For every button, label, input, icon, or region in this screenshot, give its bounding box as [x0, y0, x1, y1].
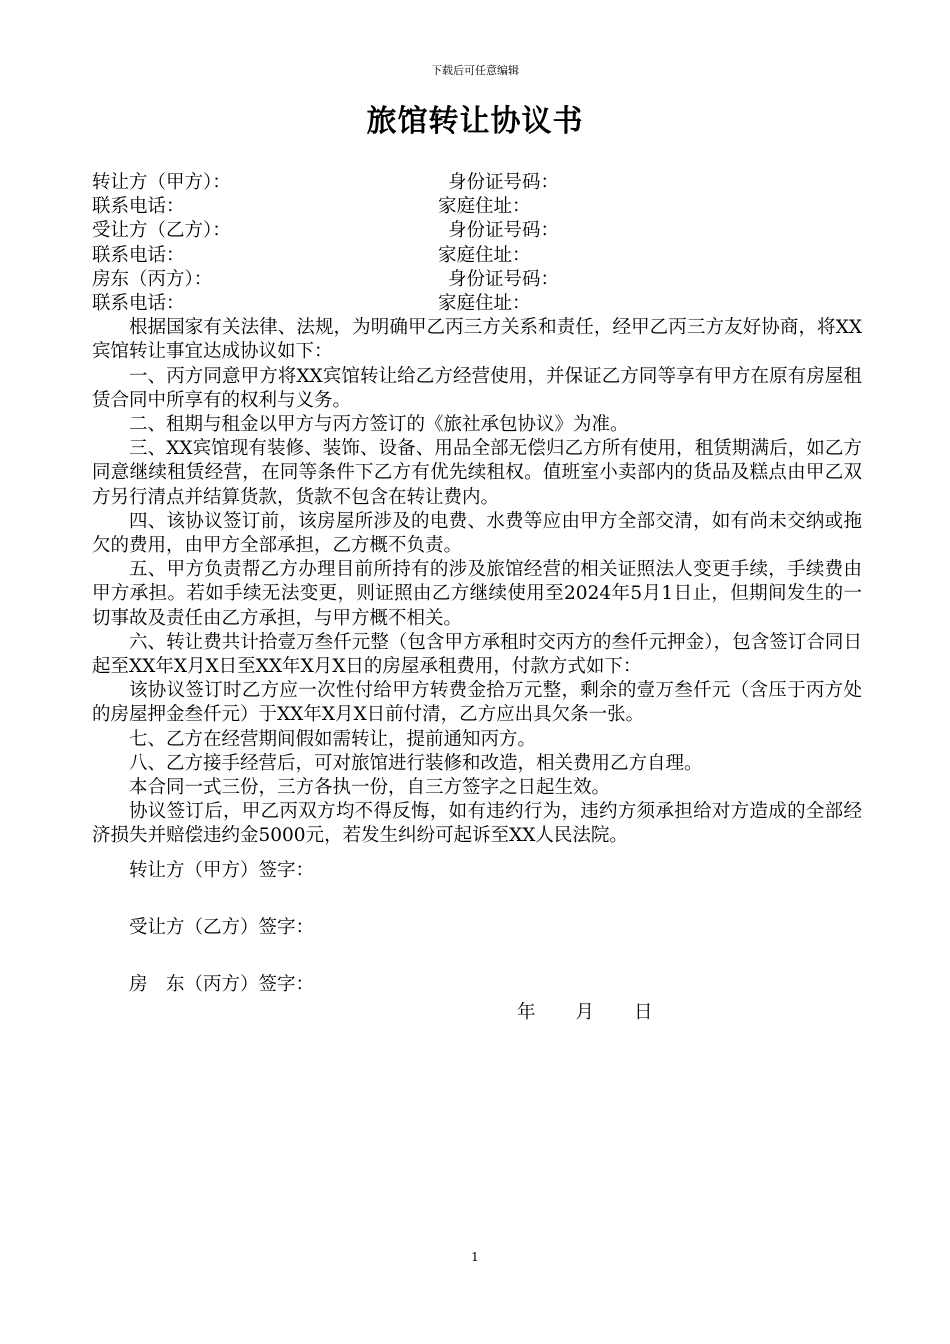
header-note: 下载后可任意编辑: [431, 64, 519, 77]
clause-5: 五、甲方负责帮乙方办理目前所持有的涉及旅馆经营的相关证照法人变更手续，手续费由甲方承担。若如手续无法变更，则证照由乙方继续使用至2024年5月1日止，但期间发生的一切事故及责任由乙方承担，与甲方概不相关。: [92, 559, 862, 629]
party-c-phone-label: 联系电话：: [92, 292, 185, 314]
clause-2: 二、租期与租金以甲方与丙方签订的《旅社承包协议》为准。: [129, 413, 629, 435]
party-b-id-label: 身份证号码：: [448, 220, 560, 242]
page-number: 1: [471, 1250, 479, 1264]
party-b-line: [92, 219, 862, 243]
parties-block: [92, 171, 862, 316]
party-b-address-label: 家庭住址：: [438, 244, 531, 266]
clause-7: 七、乙方在经营期间假如需转让，提前通知丙方。: [129, 728, 537, 750]
party-a-phone-label: 联系电话：: [92, 196, 185, 218]
preamble-paragraph: 根据国家有关法律、法规，为明确甲乙丙三方关系和责任，经甲乙丙三方友好协商，将XX宾馆转让事宜达成协议如下：: [92, 317, 862, 363]
breach-paragraph: 协议签订后，甲乙丙双方均不得反悔，如有违约行为，违约方须承担给对方造成的全部经济损失并赔偿违约金5000元，若发生纠纷可起诉至XX人民法院。: [92, 801, 862, 847]
party-c-id-label: 身份证号码：: [448, 268, 560, 290]
party-c-line: [92, 268, 862, 292]
document-title: 旅馆转让协议书: [366, 104, 584, 139]
party-a-line: [92, 171, 862, 195]
party-b-phone-label: 联系电话：: [92, 244, 185, 266]
party-a-contact-line: [92, 195, 862, 219]
payment-paragraph: 该协议签订时乙方应一次性付给甲方转费金拾万元整，剩余的壹万叁仟元（含压于丙方处的房屋押金叁仟元）于XX年X月X日前付清，乙方应出具欠条一张。: [92, 680, 862, 726]
signature-block: [92, 857, 862, 1028]
clause-3: 三、XX宾馆现有装修、装饰、设备、用品全部无偿归乙方所有使用，租赁期满后，如乙方同意继续租赁经营，在同等条件下乙方有优先续租权。值班室小卖部内的货品及糕点由甲乙双方另行清点并结算货款，货款不包含在转让费内。: [92, 438, 862, 508]
party-b-contact-line: [92, 244, 862, 268]
party-b-label: 受让方（乙方）：: [92, 220, 231, 242]
document-body: [92, 171, 862, 1028]
clauses-block: [92, 316, 862, 848]
clause-1: 一、丙方同意甲方将XX宾馆转让给乙方经营使用，并保证乙方同等享有甲方在原有房屋租赁合同中所享有的权利与义务。: [92, 365, 862, 411]
clause-8: 八、乙方接手经营后，可对旅馆进行装修和改造，相关费用乙方自理。: [129, 752, 703, 774]
party-c-label: 房东（丙方）：: [92, 268, 213, 290]
clause-6: 六、转让费共计拾壹万叁仟元整（包含甲方承租时交丙方的叁仟元押金），包含签订合同日起至XX年X月X日至XX年X月X日的房屋承租费用，付款方式如下：: [92, 631, 862, 677]
party-a-signature-label: 转让方（甲方）签字：: [129, 859, 315, 881]
party-a-id-label: 身份证号码：: [448, 172, 560, 193]
date-line: 年 月 日: [517, 1001, 654, 1023]
party-c-contact-line: [92, 292, 862, 316]
party-a-address-label: 家庭住址：: [438, 196, 531, 218]
copies-paragraph: 本合同一式三份，三方各执一份，自三方签字之日起生效。: [129, 776, 611, 798]
party-b-signature-label: 受让方（乙方）签字：: [129, 916, 315, 938]
party-c-signature-label: 房 东（丙方）签字：: [129, 973, 315, 995]
party-a-label: 转让方（甲方）：: [92, 172, 231, 193]
clause-4: 四、该协议签订前，该房屋所涉及的电费、水费等应由甲方全部交清，如有尚未交纳或拖欠的费用，由甲方全部承担，乙方概不负责。: [92, 510, 862, 556]
party-c-address-label: 家庭住址：: [438, 292, 531, 314]
